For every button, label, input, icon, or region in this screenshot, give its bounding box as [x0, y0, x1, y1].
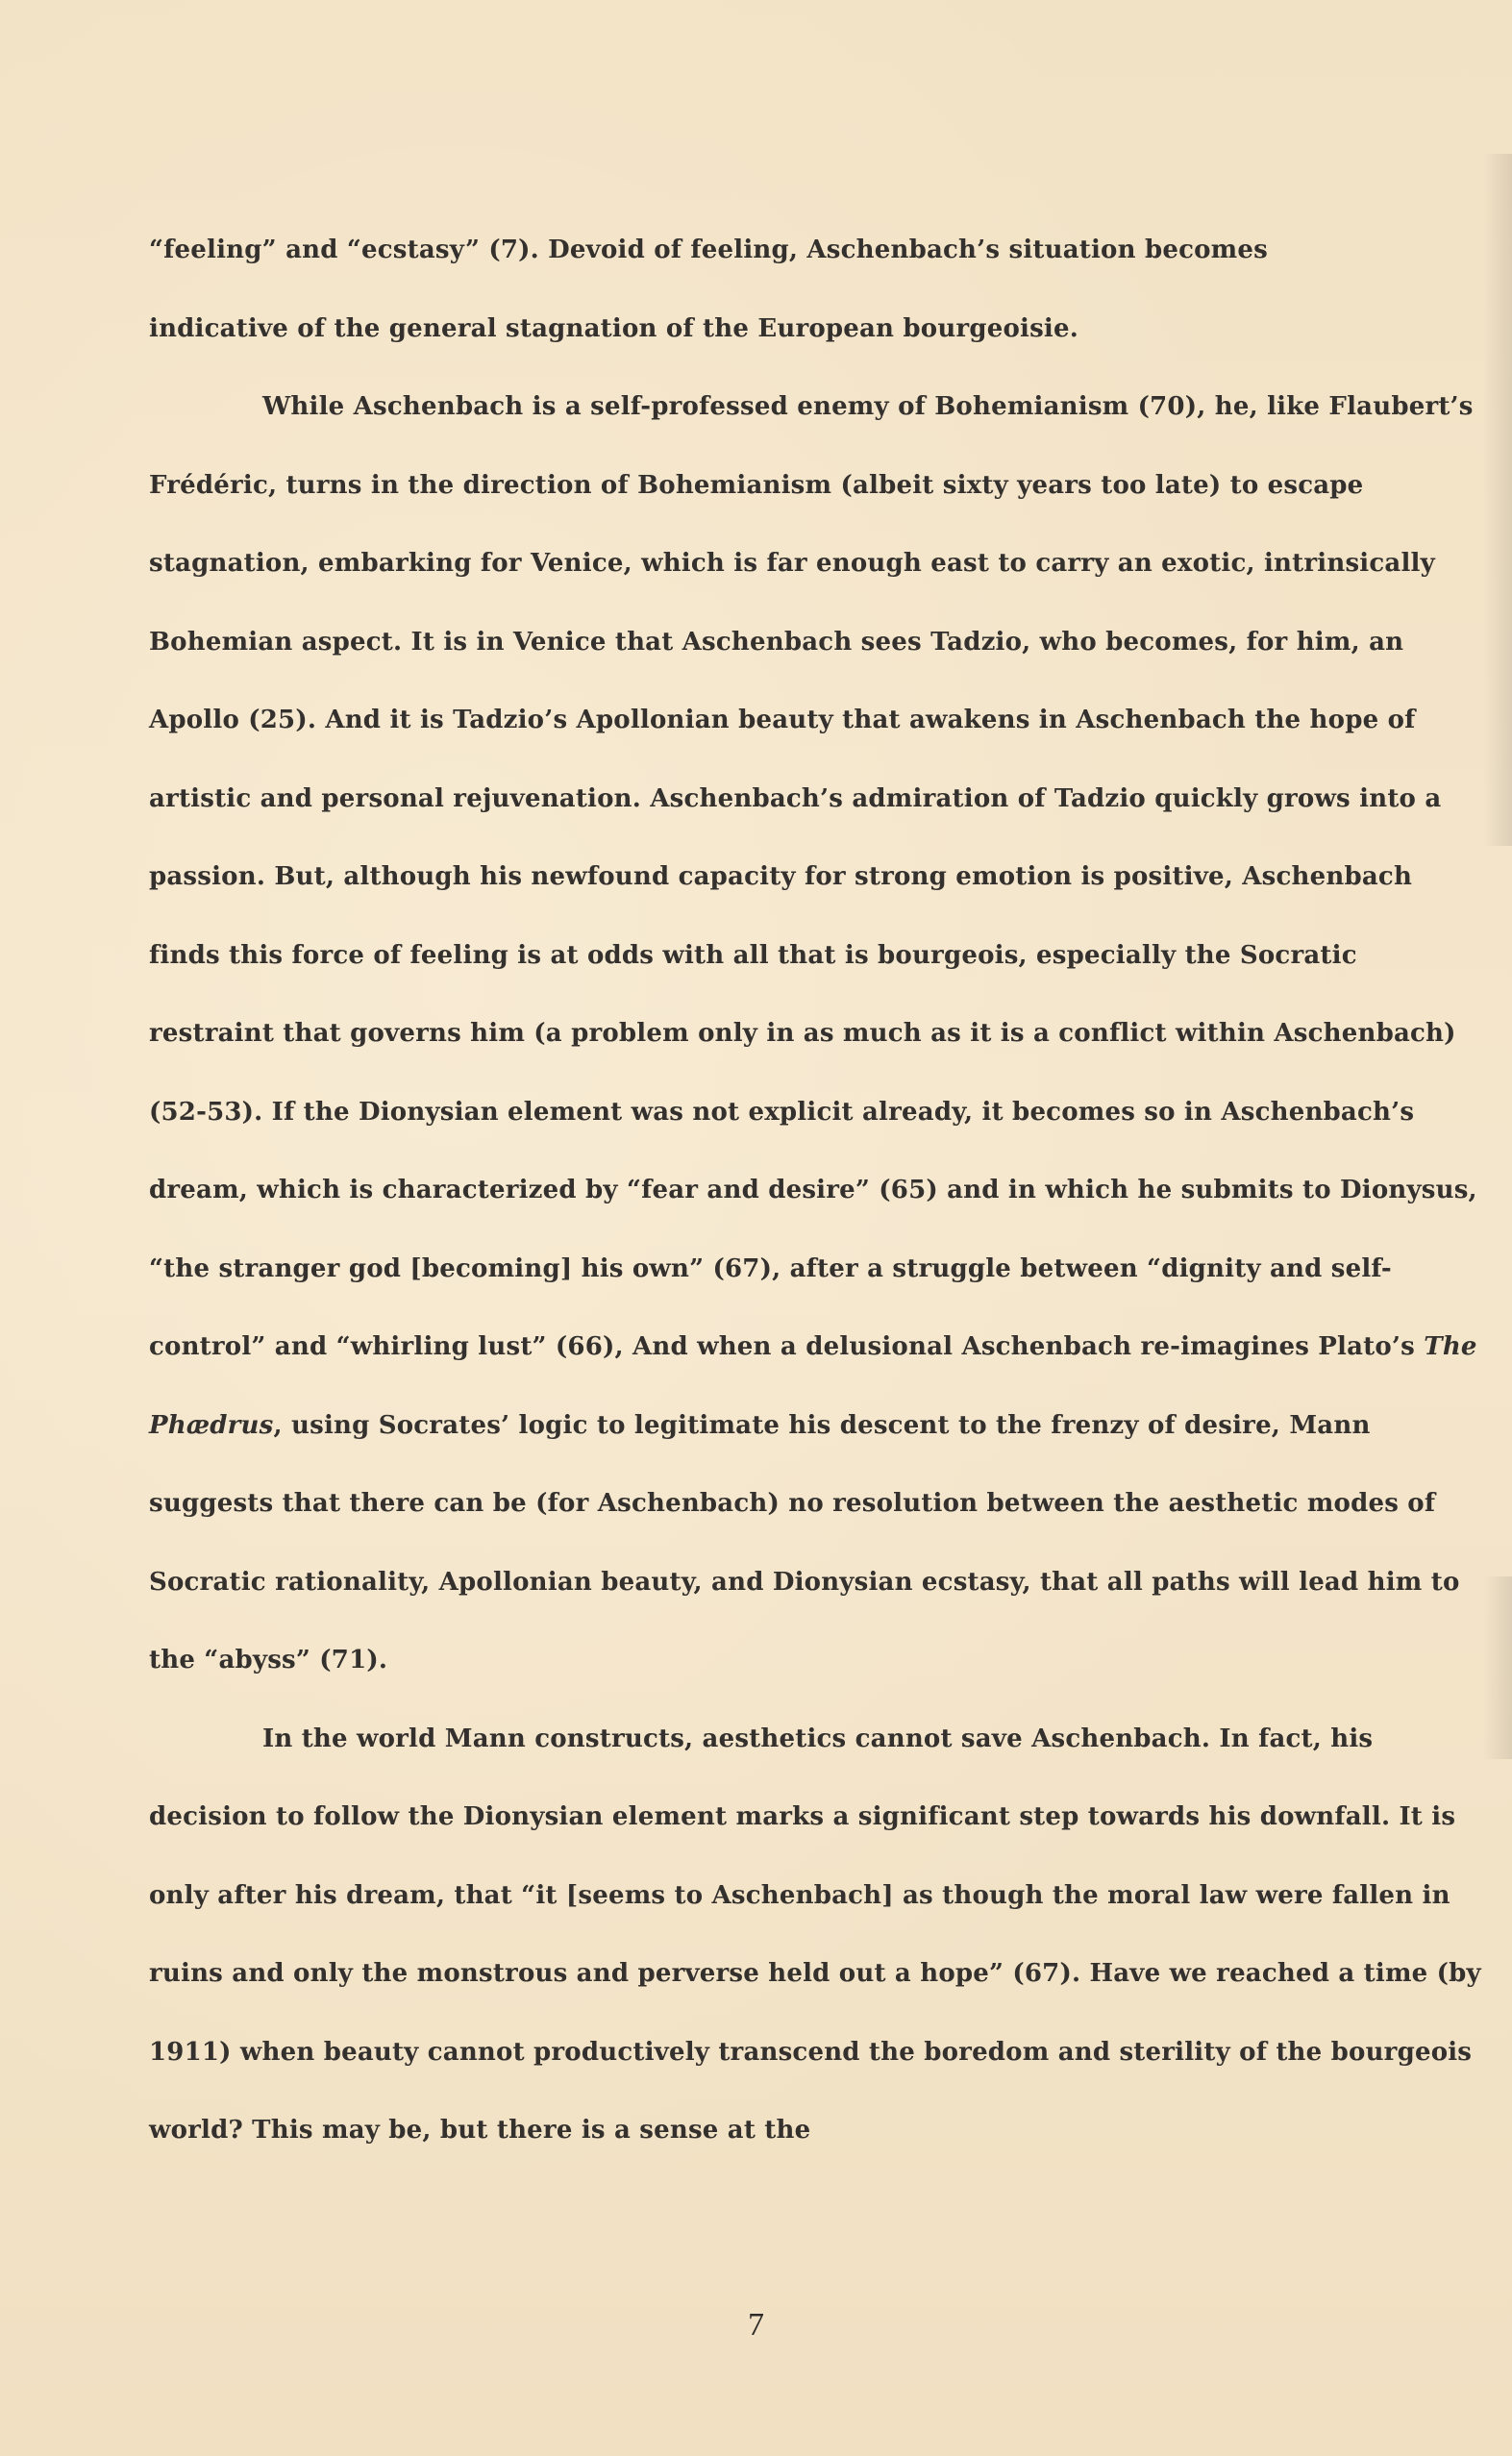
paragraph-aesthetics: In the world Mann constructs, aesthetics cannot save Aschenbach. In fact, his decision to follow the Dionysian element marks a significant step towards his downfall. It is only after his dream, that “it [seems to Aschenbach] as though the moral law were fallen in ruins and only the monstrous and perverse held out a hope” (67). Have we reached a time (by 1911) when beauty cannot productively transcend the boredom and sterility of the bourgeois world? This may be, but there is a sense at the	[149, 1724, 1481, 2145]
body-text	[149, 211, 1490, 2171]
paragraph-text: , using Socrates’ logic to legitimate his descent to the frenzy of desire, Mann suggests that there can be (for Aschenbach) no resolution between the aesthetic modes of Socratic rationality, Apollonian beauty, and Dionysian ecstasy, that all paths will lead him to the “abyss” (71).	[149, 1410, 1460, 1675]
page-number: 7	[748, 2307, 764, 2343]
book-title: The Phædrus	[149, 1332, 1477, 1440]
paragraph-continuation: “feeling” and “ecstasy” (7). Devoid of feeling, Aschenbach’s situation becomes indicative of the general stagnation of the European bourgeoisie.	[149, 236, 1268, 343]
paragraph-text: While Aschenbach is a self-professed enemy of Bohemianism (70), he, like Flaubert’s Frédéric, turns in the direction of Bohemianism (albeit sixty years too late) to escape stagnation, embarking for Venice, which is far enough east to carry an exotic, intrinsically Bohemian aspect. It is in Venice that Aschenbach sees Tadzio, who becomes, for him, an Apollo (25). And it is Tadzio’s Apollonian beauty that awakens in Aschenbach the hope of artistic and personal rejuvenation. Aschenbach’s admiration of Tadzio quickly grows into a passion. But, although his newfound capacity for strong emotion is positive, Aschenbach finds this force of feeling is at odds with all that is bourgeois, especially the Socratic restraint that governs him (a problem only in as much as it is a conflict within Aschenbach) (52-53). If the Dionysian element was not explicit already, it becomes so in Aschenbach’s dream, which is characterized by “fear and desire” (65) and in which he submits to Dionysus, “the stranger god [becoming] his own” (67), after a struggle between “dignity and self-control” and “whirling lust” (66), And when a delusional Aschenbach re-imagines Plato’s	[149, 392, 1477, 1361]
paragraph-aschenbach-bohemianism	[149, 368, 1490, 1700]
